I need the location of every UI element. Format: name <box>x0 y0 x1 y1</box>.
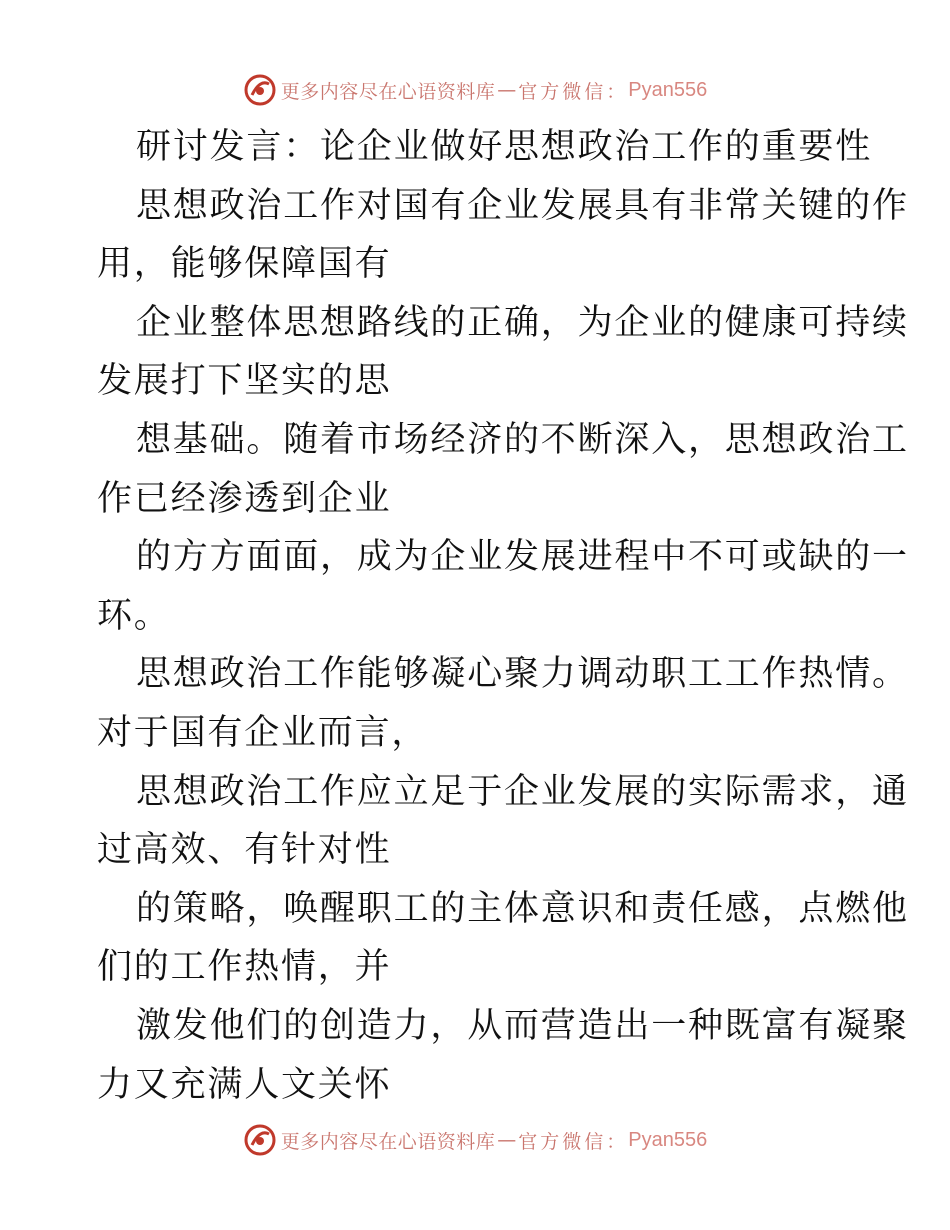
text-line: 思想政治工作应立足于企业发展的实际需求，通 <box>136 771 909 812</box>
footer-watermark <box>0 1120 950 1160</box>
header-watermark <box>0 70 950 110</box>
text-line: 思想政治工作能够凝心聚力调动职工工作热情。 <box>136 654 909 695</box>
text-line: 思想政治工作对国有企业发展具有非常关键的作 <box>136 185 909 226</box>
text-line: 对于国有企业而言， <box>97 712 429 753</box>
text-line: 发展打下坚实的思 <box>97 361 392 402</box>
watermark-official-label: 官方微信： <box>518 80 629 103</box>
watermark-text: 更多内容尽在心语资料库 <box>280 80 496 103</box>
text-line: 作已经渗透到企业 <box>97 478 392 519</box>
brand-logo-icon <box>243 73 277 107</box>
watermark-separator: — <box>497 79 517 101</box>
text-line: 用，能够保障国有 <box>97 244 392 285</box>
document-body <box>97 118 909 1114</box>
text-line: 们的工作热情，并 <box>97 947 392 988</box>
watermark-separator: — <box>497 1129 517 1151</box>
text-line: 的方方面面，成为企业发展进程中不可或缺的一 <box>136 537 909 578</box>
watermark-wechat-id: Pyan556 <box>628 1128 708 1151</box>
text-line: 企业整体思想路线的正确，为企业的健康可持续 <box>136 302 909 343</box>
watermark-wechat-id: Pyan556 <box>628 78 708 101</box>
watermark-text: 更多内容尽在心语资料库 <box>280 1130 496 1153</box>
document-title: 研讨发言：论企业做好思想政治工作的重要性 <box>136 127 873 167</box>
text-line: 激发他们的创造力，从而营造出一种既富有凝聚 <box>136 1005 909 1046</box>
text-line: 力又充满人文关怀 <box>97 1064 392 1105</box>
brand-logo-icon <box>243 1123 277 1157</box>
text-line: 的策略，唤醒职工的主体意识和责任感，点燃他 <box>136 888 909 929</box>
text-line: 想基础。随着市场经济的不断深入，思想政治工 <box>136 419 909 460</box>
watermark-official-label: 官方微信： <box>518 1130 629 1153</box>
text-line: 环。 <box>97 595 171 636</box>
text-line: 过高效、有针对性 <box>97 830 392 871</box>
